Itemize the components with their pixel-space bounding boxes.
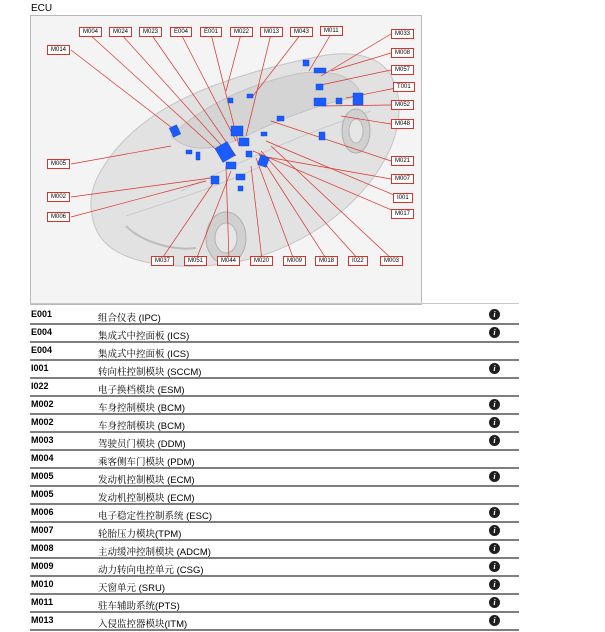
callout-label: M014 [47,45,70,55]
callout-label: M023 [139,27,162,37]
ecu-name: 乘客侧车门模块 (PDM) [98,457,195,468]
ecu-name: 转向柱控制模块 (SCCM) [98,367,202,378]
ecu-code: M008 [31,543,54,553]
callout-label: M052 [391,100,414,110]
callout-label: M002 [47,192,70,202]
ecu-code: E001 [31,309,53,319]
ecu-name: 车身控制模块 (BCM) [98,403,186,414]
info-icon[interactable]: i [489,435,500,446]
callout-label: M009 [283,256,306,266]
ecu-code: M007 [31,525,54,535]
ecu-name: 集成式中控面板 (ICS) [98,331,190,342]
ecu-code: M002 [31,417,54,427]
ecu-name: 发动机控制模块 (ECM) [98,493,195,504]
table-row [30,362,519,379]
callout-label: M021 [391,156,414,166]
table-row [30,524,519,541]
ecu-code: M011 [31,597,54,607]
ecu-name: 电子换档模块 (ESM) [98,385,185,396]
info-icon[interactable]: i [489,417,500,428]
ecu-name: 主动缓冲控制模块 (ADCM) [98,547,211,558]
ecu-code: M005 [31,471,54,481]
callout-label: E001 [200,27,222,37]
ecu-code: M005 [31,489,54,499]
table-row [30,542,519,559]
info-icon[interactable]: i [489,525,500,536]
table-row [30,578,519,595]
callout-label: M011 [320,26,343,36]
table-row [30,326,519,343]
ecu-code: M010 [31,579,54,589]
callout-label: T001 [393,82,415,92]
ecu-name: 集成式中控面板 (ICS) [98,349,190,360]
ecu-code: M013 [31,615,54,625]
ecu-name: 车身控制模块 (BCM) [98,421,186,432]
callout-label: M020 [250,256,273,266]
ecu-name: 驻车辅助系统(PTS) [98,601,180,612]
ecu-code: I001 [31,363,49,373]
callout-label: M018 [315,256,338,266]
info-icon[interactable]: i [489,561,500,572]
table-row [30,560,519,577]
callout-label: M017 [391,209,414,219]
ecu-code: M009 [31,561,54,571]
info-icon[interactable]: i [489,507,500,518]
info-icon[interactable]: i [489,327,500,338]
callout-label: M007 [391,174,414,184]
table-row [30,416,519,433]
info-icon[interactable]: i [489,471,500,482]
info-icon[interactable]: i [489,399,500,410]
ecu-table [30,308,519,632]
ecu-name: 天窗单元 (SRU) [98,583,166,594]
table-row [30,596,519,613]
table-row [30,308,519,325]
ecu-name: 驾驶员门模块 (DDM) [98,439,186,450]
callout-label: I001 [393,193,413,203]
table-row [30,398,519,415]
table-row [30,452,519,469]
table-row [30,614,519,631]
info-icon[interactable]: i [489,597,500,608]
info-icon[interactable]: i [489,363,500,374]
ecu-name: 轮胎压力模块(TPM) [98,529,182,540]
ecu-name: 电子稳定性控制系统 (ESC) [98,511,213,522]
ecu-code: I022 [31,381,49,391]
ecu-code: E004 [31,345,53,355]
table-row [30,434,519,451]
ecu-location-diagram [30,15,422,305]
ecu-name: 组合仪表 (IPC) [98,313,161,324]
callout-label: E004 [170,27,192,37]
callout-label: M022 [230,27,253,37]
callout-label: M057 [391,65,414,75]
callout-label: M043 [290,27,313,37]
ecu-name: 动力转向电控单元 (CSG) [98,565,204,576]
callout-label: M033 [391,29,414,39]
ecu-code: E004 [31,327,53,337]
callout-label: M037 [151,256,174,266]
callout-label: M006 [47,212,70,222]
callout-label: M005 [47,159,70,169]
info-icon[interactable]: i [489,579,500,590]
callout-label: M024 [109,27,132,37]
callout-label: M003 [380,256,403,266]
info-icon[interactable]: i [489,543,500,554]
callout-label: M013 [260,27,283,37]
callout-label: M051 [184,256,207,266]
page-title: ECU [31,3,53,14]
callout-label: M008 [391,48,414,58]
ecu-code: M002 [31,399,54,409]
callout-label: M048 [391,119,414,129]
table-row [30,344,519,361]
info-icon[interactable]: i [489,309,500,320]
table-row [30,506,519,523]
callout-label: M044 [217,256,240,266]
divider [30,303,519,304]
ecu-name: 入侵监控器模块(ITM) [98,619,188,630]
info-icon[interactable]: i [489,615,500,626]
callout-label: M004 [79,27,102,37]
ecu-name: 发动机控制模块 (ECM) [98,475,195,486]
callout-label: I022 [348,256,368,266]
ecu-code: M004 [31,453,54,463]
table-row [30,470,519,487]
table-row [30,380,519,397]
ecu-code: M003 [31,435,54,445]
ecu-code: M006 [31,507,54,517]
table-row [30,488,519,505]
